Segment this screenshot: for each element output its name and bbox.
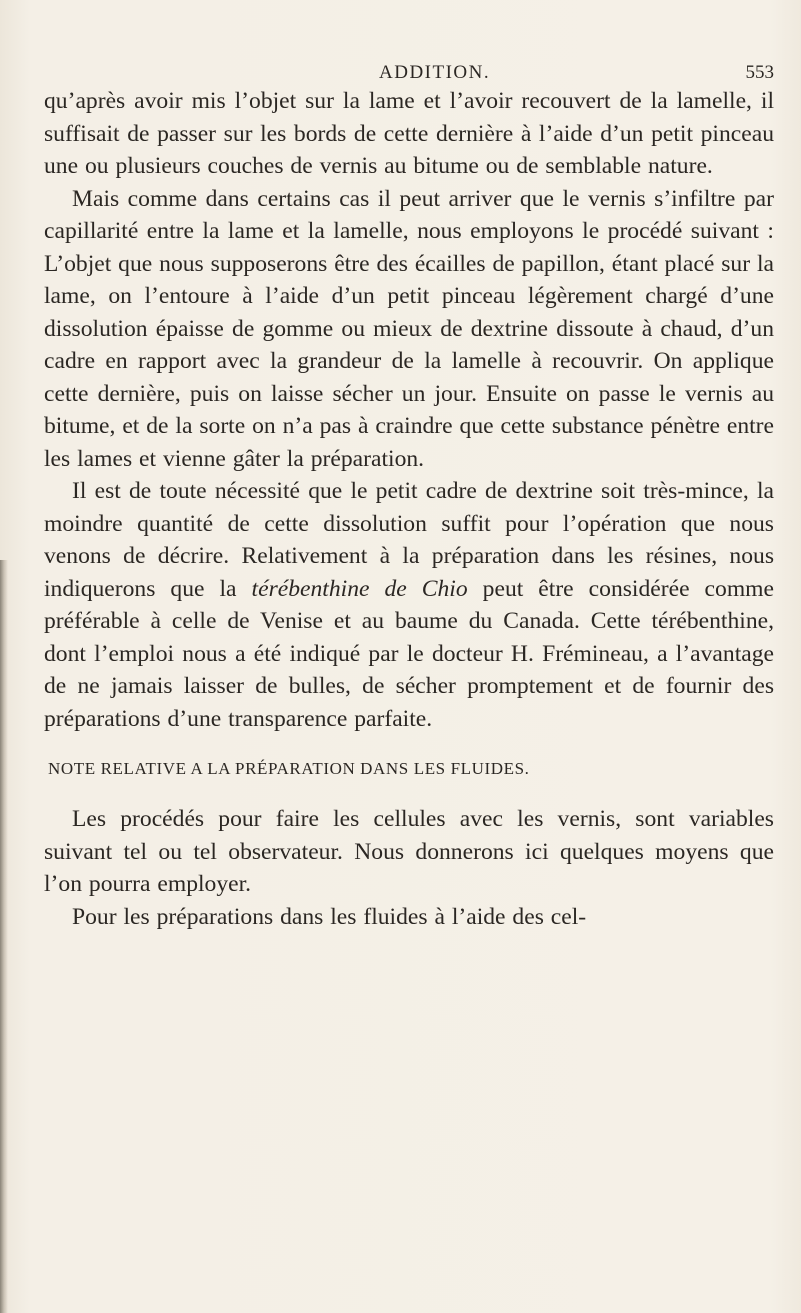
paragraph-3-text-b: peut être considérée comme préférable à celle de Venise et au baume du Canada. Cette térébenthine, dont l’emploi nous a été indiqué par le docteur H. Frémineau, a l’avantage de ne jamais laisser de bulles, de sécher promptement et de fournir des préparations d’une transparence parfaite. bbox=[44, 575, 775, 732]
body-text bbox=[44, 85, 774, 933]
page-number: 553 bbox=[745, 62, 774, 83]
paragraph-3-italic: térébenthine de Chio bbox=[251, 575, 468, 602]
paragraph-5: Pour les préparations dans les fluides à l’aide des cel- bbox=[72, 903, 587, 930]
paragraph-2: Mais comme dans certains cas il peut arriver que le vernis s’infiltre par capillarité entre la lame et la lamelle, nous employons le procédé suivant : L’objet que nous supposerons être des écailles de papillon, étant placé sur la lame, on l’entoure à l’aide d’un petit pinceau légèrement chargé d’une dissolution épaisse de gomme ou mieux de dextrine dissoute à chaud, d’un cadre en rapport avec la grandeur de la lamelle à recouvrir. On applique cette dernière, puis on laisse sécher un jour. Ensuite on passe le vernis au bitume, et de la sorte on n’a pas à craindre que cette substance pénètre entre les lames et vienne gâter la préparation. bbox=[44, 185, 775, 472]
running-head: ADDITION. bbox=[379, 62, 491, 83]
section-title: NOTE RELATIVE A LA PRÉPARATION DANS LES FLUIDES. bbox=[48, 759, 530, 778]
paragraph-4: Les procédés pour faire les cellules avec les vernis, sont variables suivant tel ou tel observateur. Nous donnerons ici quelques moyens que l’on pourra employer. bbox=[44, 806, 774, 897]
paragraph-3 bbox=[44, 475, 774, 735]
paragraph-1: qu’après avoir mis l’objet sur la lame et l’avoir recouvert de la lamelle, il suffisait de passer sur les bords de cette dernière à l’aide d’un petit pinceau une ou plusieurs couches de vernis au bitume ou de semblable nature. bbox=[44, 88, 774, 179]
paragraph-3-text-a: Il est de toute nécessité que le petit cadre de dextrine soit très-mince, la moindre quantité de cette dissolution suffit pour l’opération que nous venons de décrire. Relativement à la préparation dans les résines, nous indiquerons que la bbox=[44, 478, 774, 602]
page-edge-shadow bbox=[0, 560, 8, 1313]
